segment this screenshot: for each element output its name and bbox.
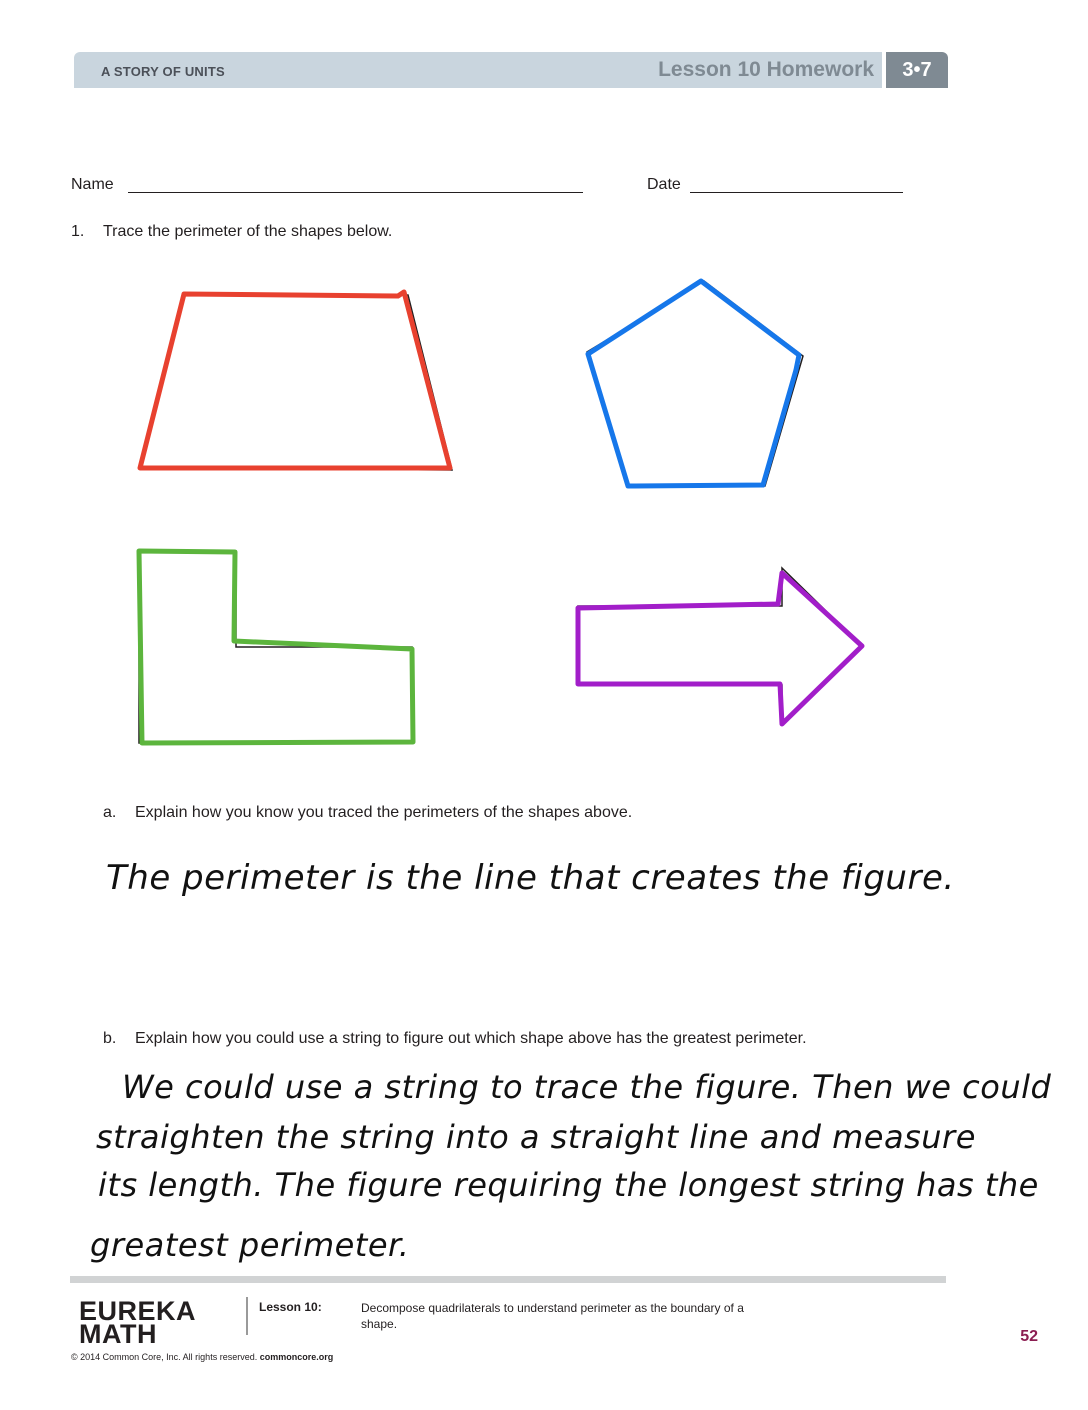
question-number: 1. [71,223,85,240]
part-b-letter: b. [103,1030,117,1047]
website-link[interactable]: commoncore.org [259,1352,334,1362]
eureka-math-logo [79,1296,197,1349]
series-title: A STORY OF UNITS [101,64,225,79]
part-a-answer: The perimeter is the line that creates the figure. [106,858,955,898]
page-number: 52 [1020,1328,1038,1345]
part-b-answer-line-3: its length. The figure requiring the longest string has the [98,1166,1039,1204]
part-b-answer-line-4: greatest perimeter. [90,1226,410,1264]
copyright [71,1352,333,1362]
grade-module-badge: 3•7 [886,52,948,88]
lesson-title: Lesson 10 Homework [658,58,874,81]
footer-description: Decompose quadrilaterals to understand perimeter as the boundary of a shape. [361,1301,744,1331]
part-a-letter: a. [103,804,117,821]
logo-line-1: EUREKA [79,1296,197,1326]
name-label: Name [71,176,114,193]
part-a-prompt: Explain how you know you traced the perimeters of the shapes above. [135,804,633,821]
part-b-prompt: Explain how you could use a string to figure out which shape above has the greatest perimeter. [135,1030,807,1047]
footer-lesson-label: Lesson 10: [259,1300,322,1314]
footer-divider [246,1297,248,1335]
copyright-text: © 2014 Common Core, Inc. All rights reserved. [71,1352,258,1362]
date-label: Date [647,176,681,193]
part-b-answer-line-2: straighten the string into a straight line and measure [96,1118,976,1156]
part-b-answer-line-1: We could use a string to trace the figure. Then we could [122,1068,1052,1106]
trapezoid-shape [140,292,452,470]
arrow-trace [578,573,862,724]
pentagon-shape [587,281,803,486]
pentagon-trace [588,281,799,486]
l-shape [139,551,413,743]
footer-rule [70,1276,946,1283]
trapezoid-trace [140,292,450,468]
question-prompt: Trace the perimeter of the shapes below. [103,223,393,240]
logo-line-2: MATH [79,1319,157,1349]
arrow-shape [578,568,862,724]
